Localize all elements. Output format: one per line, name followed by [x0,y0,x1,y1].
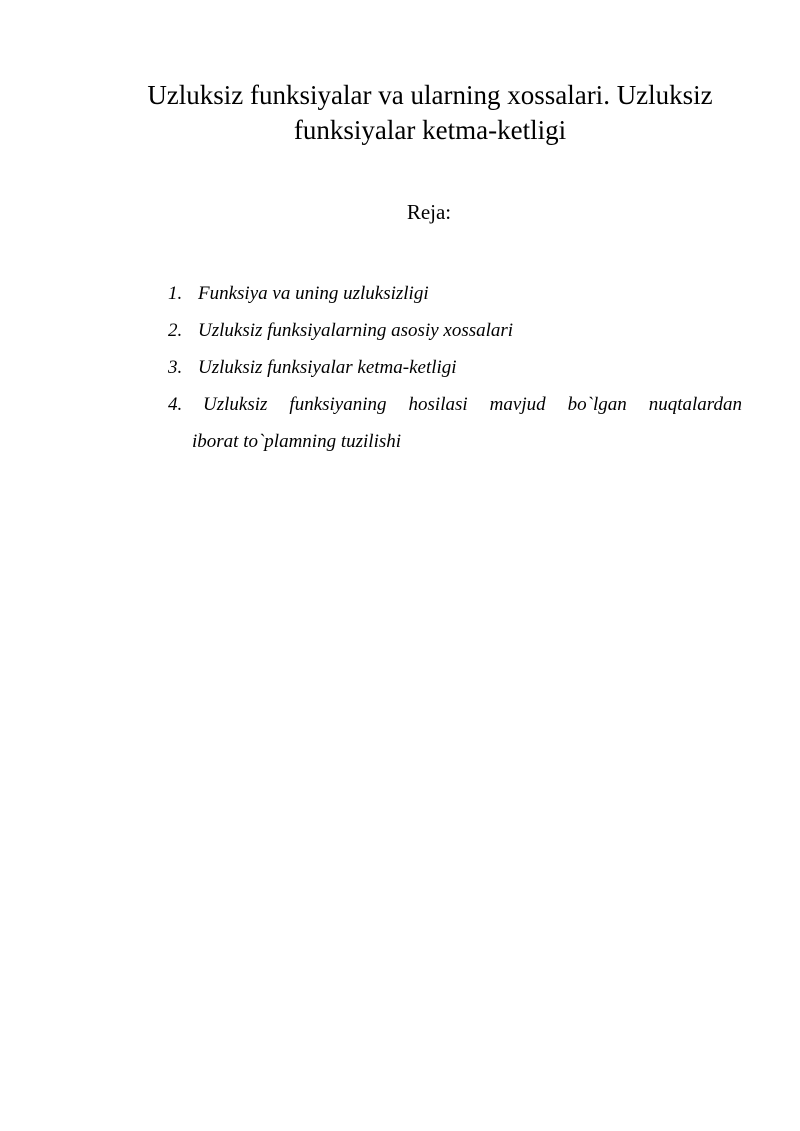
plan-item-text: Funksiya va uning uzluksizligi [198,283,429,304]
plan-item [168,282,742,306]
plan-item-text: Uzluksiz funksiyalarning asosiy xossalari [198,320,514,341]
plan-item-number: 4. [168,394,183,415]
plan-list [168,282,742,467]
plan-item [168,393,742,454]
plan-item [168,319,742,343]
plan-item [168,356,742,380]
plan-item-text-line1: Uzluksiz funksiyaning hosilasi mavjud bo`lgan nuqtalardan [203,394,742,415]
plan-item-number: 2. [168,320,183,341]
document-title: Uzluksiz funksiyalar va ularning xossalari. Uzluksiz funksiyalar ketma-ketligi [147,80,713,145]
plan-item-number: 3. [168,357,183,378]
plan-item-text: Uzluksiz funksiyalar ketma-ketligi [198,357,457,378]
plan-item-number: 1. [168,283,183,304]
plan-item-text-line2: iborat to`plamning tuzilishi [192,431,402,452]
plan-heading: Reja: [406,200,452,224]
